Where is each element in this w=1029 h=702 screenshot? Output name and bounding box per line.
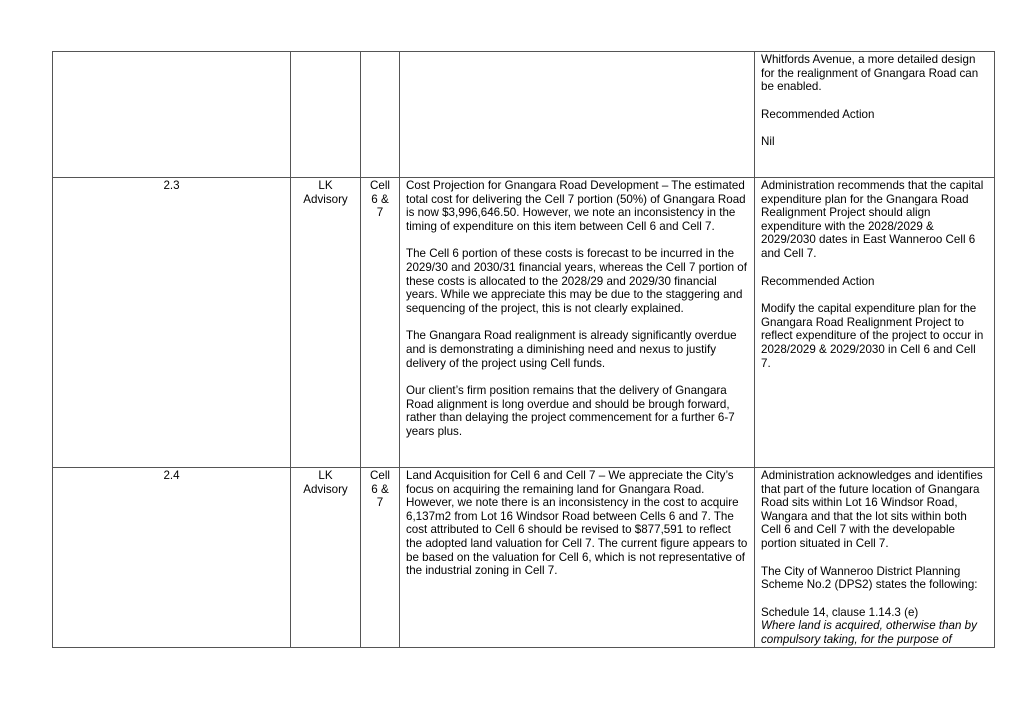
cell-reference-cell [361, 52, 400, 178]
submitter-cell [291, 52, 361, 178]
submission-number-cell: 2.3 [53, 178, 291, 468]
administration-response-cell [755, 52, 995, 178]
scheme-clause-heading: Schedule 14, clause 1.14.3 (e) [761, 605, 919, 619]
submission-paragraph: The Cell 6 portion of these costs is forecast to be incurred in the 2029/30 and 2030/31 financial years, whereas the Cell 7 portion of these costs is allocated to the 2028/29 and 2029/30 financial years. While we appreciate this may be due to the staggering and sequencing of the project, this is not clearly explained. [406, 247, 747, 315]
scheme-clause-quote: Where land is acquired, otherwise than by compulsory taking, for the purpose of [761, 619, 977, 646]
administration-response-cell [755, 178, 995, 468]
response-paragraph: Administration recommends that the capital expenditure plan for the Gnangara Road Realignment Project should align expenditure with the 2028/2029 & 2029/2030 dates in East Wanneroo Cell 6 and Cell 7. [761, 179, 984, 260]
submission-number-cell [53, 52, 291, 178]
table-row [53, 52, 995, 178]
submission-number-cell: 2.4 [53, 468, 291, 648]
submitter-cell: LK Advisory [291, 178, 361, 468]
response-paragraph: Whitfords Avenue, a more detailed design for the realignment of Gnangara Road can be enabled. [761, 53, 979, 94]
submission-paragraph: The Gnangara Road realignment is already significantly overdue and is demonstrating a diminishing need and nexus to justify delivery of the project using Cell funds. [406, 329, 737, 370]
submitter-cell: LK Advisory [291, 468, 361, 648]
response-paragraph: The City of Wanneroo District Planning Scheme No.2 (DPS2) states the following: [761, 564, 978, 592]
table-row [53, 468, 995, 648]
cell-reference-cell: Cell 6 & 7 [361, 468, 400, 648]
submissions-table [52, 51, 995, 648]
response-paragraph: Administration acknowledges and identifies that part of the future location of Gnangara Road sits within Lot 16 Windsor Road, Wangara and that the lot sits within both Cell 6 and Cell 7 with the developable portion situated in Cell 7. [761, 469, 983, 550]
submission-text-cell [400, 468, 755, 648]
recommended-action-heading: Recommended Action [761, 274, 875, 288]
submission-paragraph: Our client’s firm position remains that the delivery of Gnangara Road alignment is long overdue and should be brough forward, rather than delaying the project commencement for a further 6-7 years plus. [406, 384, 735, 438]
scheme-clause [761, 606, 988, 647]
submission-text-cell [400, 178, 755, 468]
recommended-action-heading: Recommended Action [761, 107, 875, 121]
cell-reference-cell: Cell 6 & 7 [361, 178, 400, 468]
submission-paragraph: Land Acquisition for Cell 6 and Cell 7 – We appreciate the City’s focus on acquiring the remaining land for Gnangara Road. However, we note there is an inconsistency in the cost to acquire 6,137m2 from Lot 16 Windsor Road between Cells 6 and 7. The cost attributed to Cell 6 should be revised to $877,591 to reflect the adopted land valuation for Cell 7. The current figure appears to be based on the valuation for Cell 6, which is not representative of the industrial zoning in Cell 7. [406, 469, 748, 578]
administration-response-cell [755, 468, 995, 648]
recommended-action-text: Nil [761, 135, 775, 149]
submission-text-cell [400, 52, 755, 178]
submission-paragraph: Cost Projection for Gnangara Road Development – The estimated total cost for delivering the Cell 7 portion (50%) of Gnangara Road is now $3,996,646.50. However, we note an inconsistency in the timing of expenditure on this item between Cell 6 and Cell 7. [406, 179, 746, 233]
recommended-action-text: Modify the capital expenditure plan for the Gnangara Road Realignment Project to reflect expenditure of the project to occur in 2028/2029 & 2029/2030 in Cell 6 and Cell 7. [761, 302, 984, 370]
table-row [53, 178, 995, 468]
